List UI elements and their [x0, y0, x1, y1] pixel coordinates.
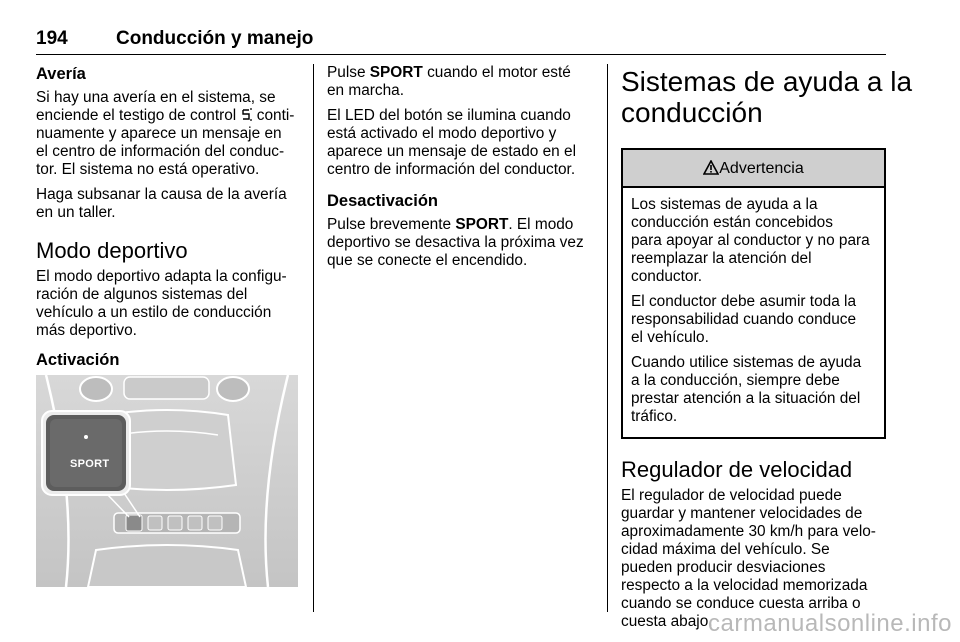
warning-box — [621, 148, 886, 439]
heading-desactivacion: Desactivación — [327, 192, 438, 210]
paragraph-averia: Si hay una avería en el sistema, se enciende el testigo de control conti- nuamente y aparece un mensaje en el centro de información del conduc- tor. El sistema no está operativo. — [36, 89, 295, 178]
heading-regulador-velocidad: Regulador de velocidad — [621, 457, 853, 482]
heading-activacion: Activación — [36, 351, 120, 369]
heading-averia: Avería — [36, 65, 86, 83]
sport-key-label: SPORT — [369, 64, 423, 81]
paragraph-taller: Haga subsanar la causa de la avería en un taller. — [36, 186, 287, 221]
heading-modo-deportivo: Modo deportivo — [36, 238, 188, 263]
watermark: carmanualsonline.info — [708, 610, 952, 637]
column-middle — [327, 64, 593, 277]
warning-body — [623, 188, 884, 437]
column-right — [621, 64, 913, 638]
warning-header — [623, 150, 884, 188]
column-divider-1 — [313, 64, 314, 612]
section-title: Conducción y manejo — [116, 28, 314, 49]
warning-paragraph-1: Los sistemas de ayuda a la conducción están concebidos para apoyar al conductor y no para reemplazar la atención del conductor. — [631, 196, 870, 285]
console-drawing — [36, 375, 298, 587]
paragraph-pulse-sport: Pulse SPORT cuando el motor esté en marcha. — [327, 64, 571, 99]
warning-triangle-icon — [703, 160, 719, 175]
paragraph-regulador: El regulador de velocidad puede guardar y mantener velocidades de aproximadamente 30 km/h para velo- cidad máxima del vehículo. Se pueden producir desviaciones respecto a la velocidad memorizada cuando se conduce cuesta arriba o cuesta abajo. — [621, 487, 876, 630]
column-divider-2 — [607, 64, 608, 612]
paragraph-desactivacion: Pulse brevemente SPORT. El modo deportivo se desactiva la próxima vez que se conecte el encendido. — [327, 216, 584, 269]
heading-sistemas-ayuda: Sistemas de ayuda a la conducción — [621, 66, 913, 128]
page-header — [36, 28, 886, 55]
sport-button-illustration — [36, 375, 298, 587]
warning-paragraph-2: El conductor debe asumir toda la responsabilidad cuando conduce el vehículo. — [631, 293, 857, 346]
paragraph-modo-deportivo: El modo deportivo adapta la configu- ración de algunos sistemas del vehículo a un estilo de conducción más deportivo. — [36, 268, 287, 339]
sport-mode-icon — [241, 108, 253, 121]
page-number: 194 — [36, 28, 68, 49]
sport-key-label-2: SPORT — [455, 216, 509, 233]
sport-button-label: SPORT — [70, 458, 110, 470]
warning-paragraph-3: Cuando utilice sistemas de ayuda a la conducción, siempre debe prestar atención a la situación del tráfico. — [631, 354, 862, 425]
warning-title: Advertencia — [719, 160, 804, 177]
column-left — [36, 64, 298, 587]
paragraph-led: El LED del botón se ilumina cuando está activado el modo deportivo y aparece un mensaje de estado en el centro de información del conductor. — [327, 107, 576, 178]
